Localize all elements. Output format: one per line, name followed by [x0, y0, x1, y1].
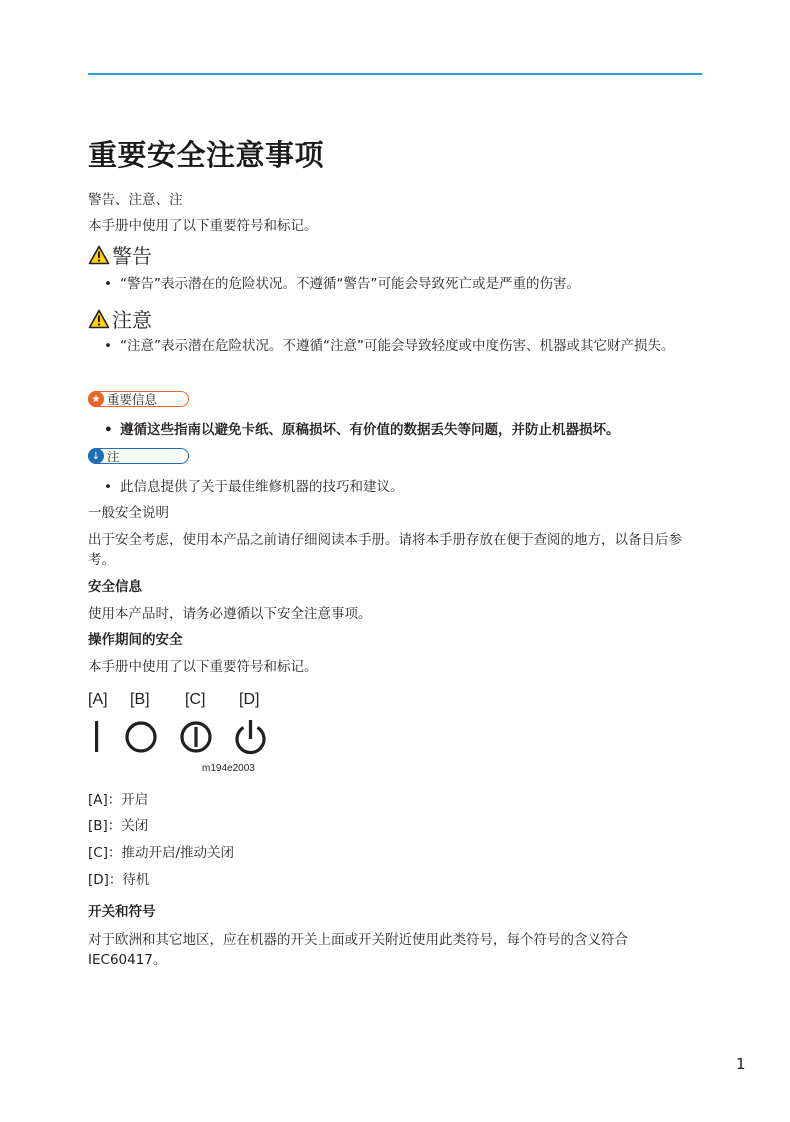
intro-text: 本手册中使用了以下重要符号和标记。 [88, 218, 318, 234]
page-number: 1 [736, 1055, 746, 1073]
power-on-icon [95, 721, 98, 752]
general-heading: 一般安全说明 [88, 505, 169, 521]
warning-triangle-icon [88, 309, 110, 329]
important-label: 重要信息 [107, 392, 158, 407]
warning-triangle-icon [88, 245, 110, 265]
legend-item: [D]：待机 [88, 872, 150, 888]
important-bullet-text: 遵循这些指南以避免卡纸、原稿损坏、有价值的数据丢失等问题，并防止机器损坏。 [120, 422, 620, 438]
note-label: 注 [107, 449, 120, 464]
safety-info-text: 使用本产品时，请务必遵循以下安全注意事项。 [88, 606, 372, 622]
safety-info-heading: 安全信息 [88, 579, 142, 595]
note-badge [88, 448, 189, 464]
figure-code: m194e2003 [202, 763, 255, 774]
important-bullet: • 遵循这些指南以避免卡纸、原稿损坏、有价值的数据丢失等问题，并防止机器损坏。 [104, 420, 702, 441]
power-symbols-figure [85, 718, 275, 758]
legend-item: [C]：推动开启/推动关闭 [88, 845, 235, 861]
note-bullet: • 此信息提供了关于最佳维修机器的技巧和建议。 [104, 477, 702, 498]
standby-icon [237, 720, 264, 753]
symbol-label-c: [C] [185, 691, 206, 708]
note-bullet-text: 此信息提供了关于最佳维修机器的技巧和建议。 [120, 479, 404, 495]
page-title: 重要安全注意事项 [88, 138, 325, 172]
general-text: 出于安全考虑，使用本产品之前请仔细阅读本手册。请将本手册存放在便于查阅的地方，以备日后参考。 [88, 532, 682, 568]
symbol-label-b: [B] [130, 691, 150, 708]
symbol-label-d: [D] [239, 691, 260, 708]
warning-heading [88, 240, 152, 269]
warning-heading-text: 警告 [112, 244, 152, 268]
caution-heading [88, 304, 152, 333]
legend-item: [B]：关闭 [88, 818, 149, 834]
warning-bullet: • “警告”表示潜在的危险状况。不遵循“警告”可能会导致死亡或是严重的伤害。 [104, 274, 702, 295]
legend-item: [A]：开启 [88, 792, 149, 808]
caution-heading-text: 注意 [112, 308, 152, 332]
switch-heading: 开关和符号 [88, 904, 156, 920]
switch-text: 对于欧洲和其它地区，应在机器的开关上面或开关附近使用此类符号，每个符号的含义符合IEC60417。 [88, 932, 628, 968]
symbol-label-a: [A] [88, 691, 108, 708]
important-badge [88, 391, 189, 407]
push-on-off-icon [182, 723, 210, 751]
warning-bullet-text: “警告”表示潜在的危险状况。不遵循“警告”可能会导致死亡或是严重的伤害。 [120, 276, 580, 292]
operation-heading: 操作期间的安全 [88, 632, 183, 648]
star-icon: ★ [88, 391, 104, 407]
power-off-icon [127, 723, 155, 751]
caution-bullet: • “注意”表示潜在危险状况。不遵循“注意”可能会导致轻度或中度伤害、机器或其它财产损失。 [104, 336, 702, 357]
operation-text: 本手册中使用了以下重要符号和标记。 [88, 659, 318, 675]
header-rule [88, 73, 702, 75]
down-arrow-icon: ↓ [88, 448, 104, 464]
subtitle: 警告、注意、注 [88, 192, 183, 208]
caution-bullet-text: “注意”表示潜在危险状况。不遵循“注意”可能会导致轻度或中度伤害、机器或其它财产损失。 [120, 338, 675, 354]
